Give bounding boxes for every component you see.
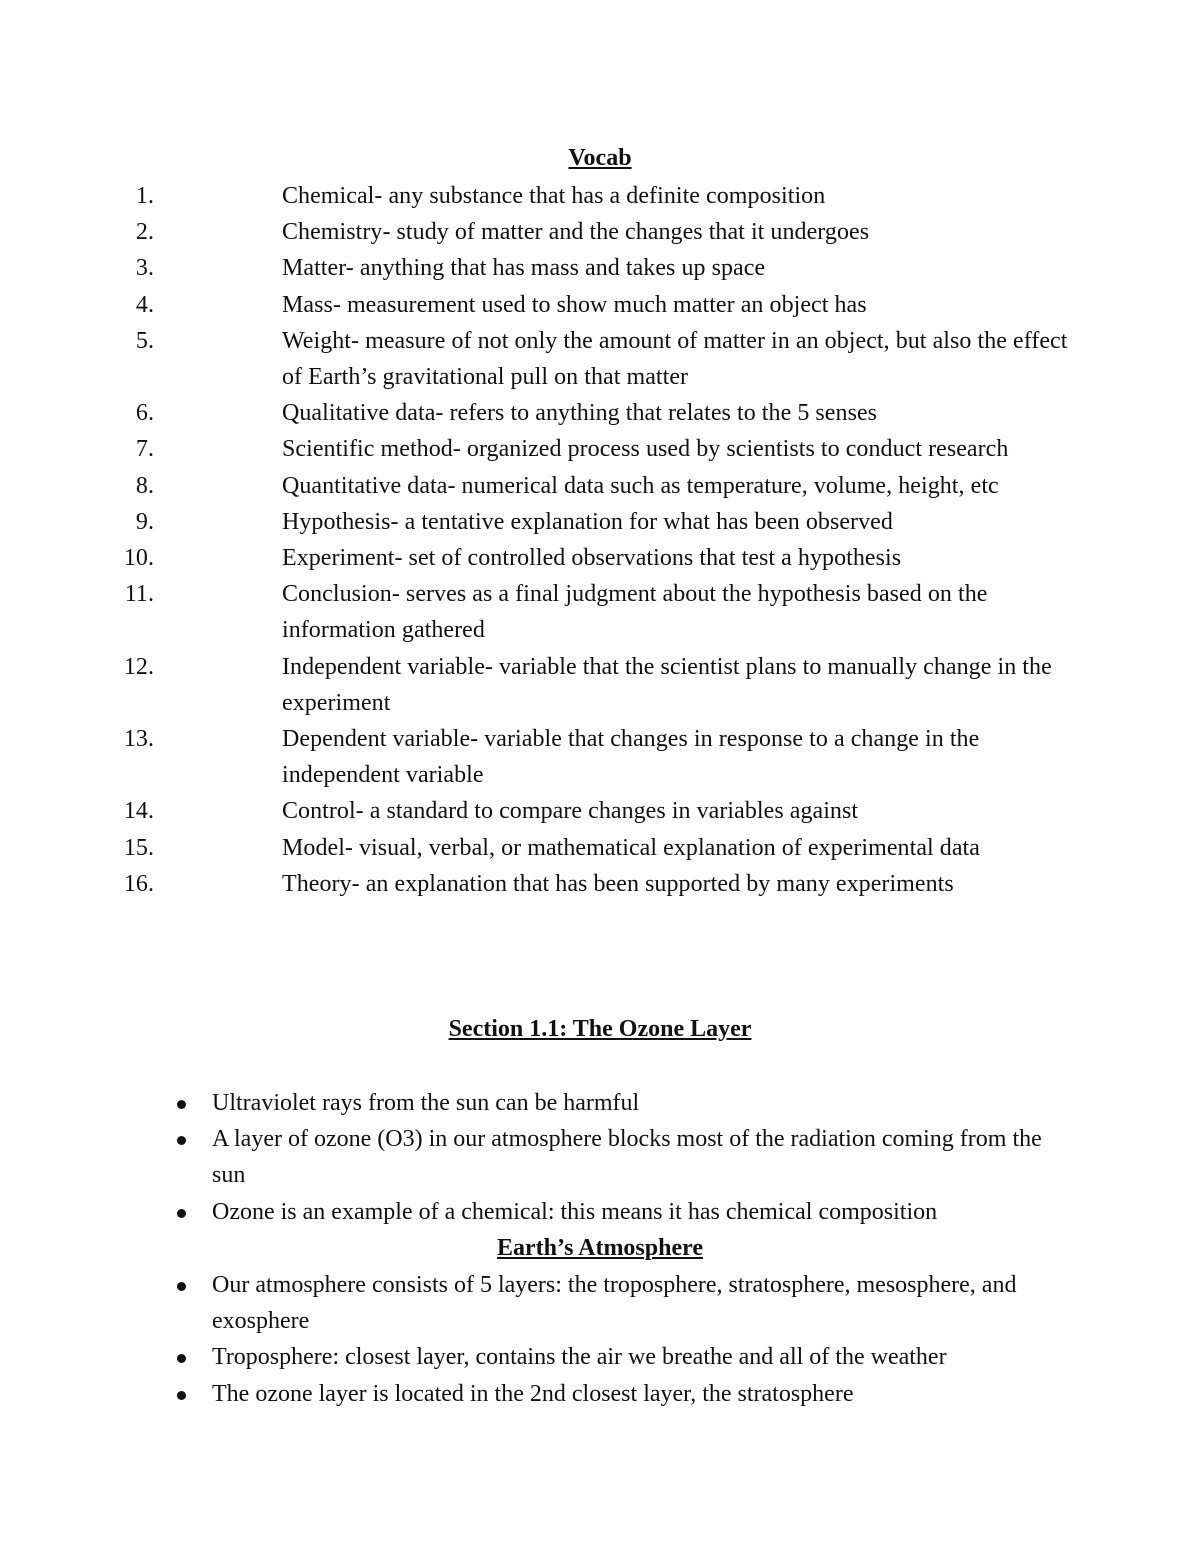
vocab-item-text: Chemical- any substance that has a definite composition	[282, 183, 826, 209]
vocab-item-text: Conclusion- serves as a final judgment about the hypothesis based on the information gathered	[282, 581, 988, 644]
vocab-item-text: Chemistry- study of matter and the changes that it undergoes	[282, 219, 870, 246]
bullet-item	[0, 1194, 1062, 1230]
vocab-item	[0, 830, 1072, 866]
vocab-item-number: 1.	[135, 183, 154, 209]
bullet-text: Ultraviolet rays from the sun can be harmful	[212, 1090, 640, 1116]
bullet-dot-icon	[177, 1282, 186, 1291]
vocab-item	[0, 178, 1072, 214]
bullet-dot-icon	[177, 1209, 186, 1218]
vocab-item	[0, 576, 1072, 648]
bullet-text: The ozone layer is located in the 2nd closest layer, the stratosphere	[212, 1380, 854, 1407]
vocab-item	[0, 323, 1072, 395]
vocab-item-number: 13.	[123, 726, 154, 753]
vocab-item	[0, 540, 1072, 576]
vocab-item-text: Hypothesis- a tentative explanation for what has been observed	[282, 508, 893, 535]
vocab-item	[0, 468, 1072, 504]
bullet-text: Troposphere: closest layer, contains the air we breathe and all of the weather	[212, 1344, 947, 1371]
bullet-item	[0, 1376, 1062, 1412]
vocab-item-text: Matter- anything that has mass and takes up space	[282, 255, 766, 282]
bullet-text: Our atmosphere consists of 5 layers: the troposphere, stratosphere, mesosphere, and exosphere	[212, 1272, 1017, 1335]
vocab-list	[0, 178, 1072, 902]
vocab-item	[0, 395, 1072, 431]
vocab-item	[0, 431, 1072, 467]
vocab-item-number: 8.	[135, 472, 154, 499]
vocab-item-number: 7.	[135, 436, 154, 463]
vocab-item-text: Theory- an explanation that has been supported by many experiments	[282, 870, 954, 897]
vocab-item-text: Model- visual, verbal, or mathematical explanation of experimental data	[282, 834, 980, 861]
vocab-item-number: 5.	[135, 327, 154, 354]
atmosphere-section-heading: Earth’s Atmosphere	[497, 1235, 703, 1261]
vocab-item-number: 15.	[123, 834, 154, 861]
vocab-item	[0, 649, 1072, 721]
vocab-item	[0, 214, 1072, 250]
vocab-item-text: Independent variable- variable that the scientist plans to manually change in the experiment	[282, 653, 1052, 716]
ozone-section-heading: Section 1.1: The Ozone Layer	[448, 1016, 752, 1042]
vocab-item-number: 10.	[123, 545, 154, 572]
vocab-item-text: Qualitative data- refers to anything that relates to the 5 senses	[282, 400, 878, 427]
atmosphere-bullet-list	[0, 1267, 1062, 1412]
bullet-item	[0, 1085, 1062, 1121]
vocab-item-text: Scientific method- organized process used by scientists to conduct research	[282, 436, 1009, 463]
bullet-dot-icon	[177, 1136, 186, 1145]
vocab-item-number: 4.	[135, 291, 154, 318]
vocab-item-text: Quantitative data- numerical data such as temperature, volume, height, etc	[282, 472, 999, 499]
bullet-text: A layer of ozone (O3) in our atmosphere blocks most of the radiation coming from the sun	[212, 1126, 1042, 1189]
vocab-item-number: 9.	[135, 508, 154, 535]
vocab-item-text: Control- a standard to compare changes in variables against	[282, 798, 859, 825]
vocab-item-number: 2.	[135, 219, 154, 246]
bullet-dot-icon	[177, 1391, 186, 1400]
vocab-item	[0, 866, 1072, 902]
vocab-item	[0, 250, 1072, 286]
bullet-dot-icon	[177, 1100, 186, 1109]
bullet-item	[0, 1339, 1062, 1375]
vocab-item	[0, 793, 1072, 829]
vocab-heading: Vocab	[568, 145, 632, 171]
vocab-item-text: Weight- measure of not only the amount of matter in an object, but also the effect of Earth’s gravitational pull on that matter	[282, 327, 1068, 391]
vocab-item-number: 11.	[124, 581, 154, 608]
bullet-item	[0, 1121, 1062, 1193]
vocab-item-text: Dependent variable- variable that changes in response to a change in the independent variable	[282, 726, 980, 789]
vocab-item-number: 12.	[123, 653, 154, 680]
bullet-dot-icon	[177, 1354, 186, 1363]
ozone-bullet-list	[0, 1085, 1062, 1230]
vocab-item	[0, 504, 1072, 540]
bullet-text: Ozone is an example of a chemical: this means it has chemical composition	[212, 1198, 938, 1225]
vocab-item-number: 16.	[123, 870, 154, 897]
vocab-item-text: Experiment- set of controlled observations that test a hypothesis	[282, 545, 902, 572]
vocab-item-number: 3.	[135, 255, 154, 282]
vocab-item-number: 14.	[123, 798, 154, 825]
bullet-item	[0, 1267, 1062, 1339]
vocab-item-text: Mass- measurement used to show much matter an object has	[282, 291, 867, 318]
vocab-item	[0, 287, 1072, 323]
vocab-item-number: 6.	[135, 400, 154, 427]
vocab-item	[0, 721, 1072, 793]
